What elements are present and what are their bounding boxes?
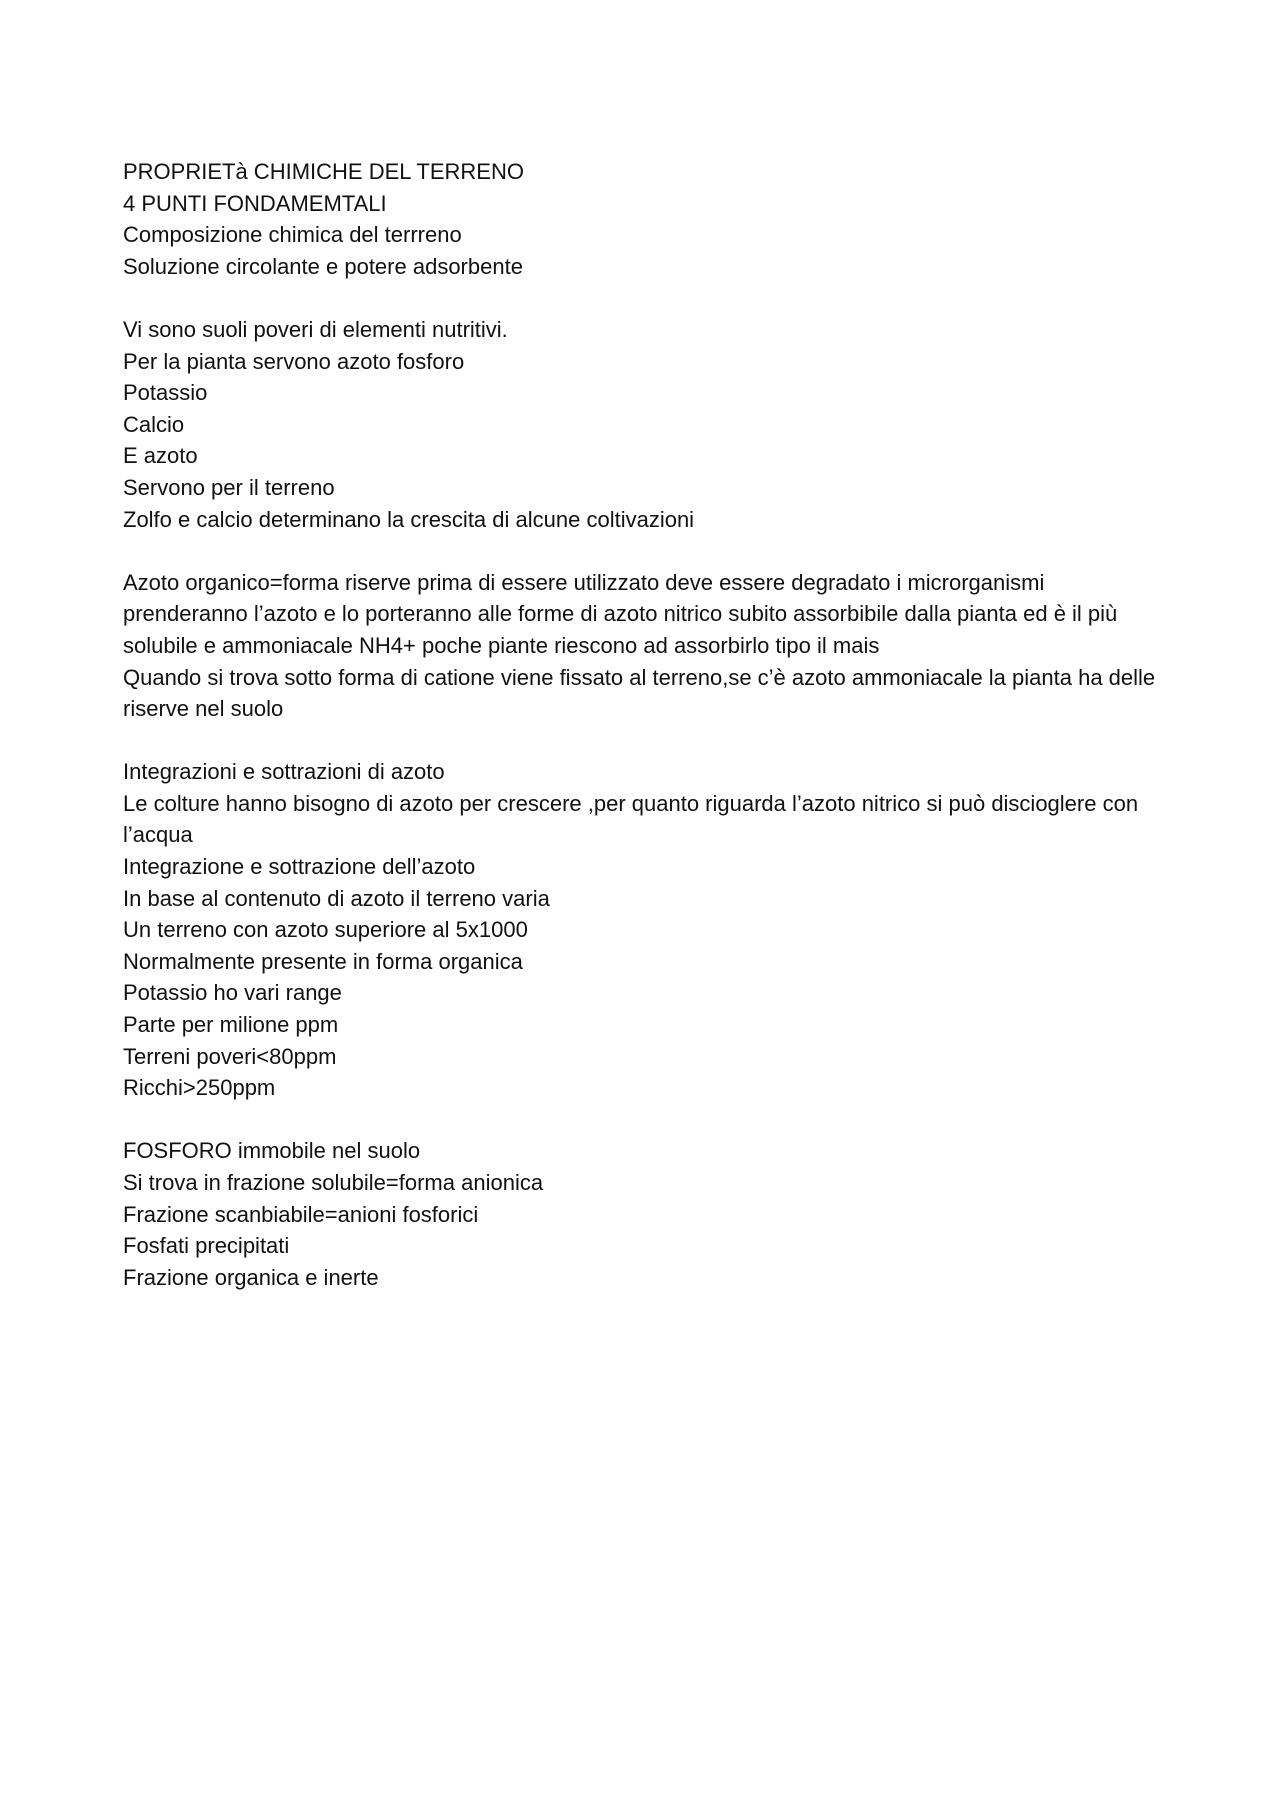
text-line: Frazione scanbiabile=anioni fosforici bbox=[123, 1201, 479, 1227]
text-line: 4 PUNTI FONDAMEMTALI bbox=[123, 190, 387, 216]
text-line: In base al contenuto di azoto il terreno varia bbox=[123, 885, 550, 911]
text-line: Integrazioni e sottrazioni di azoto bbox=[123, 759, 445, 785]
text-line: Vi sono suoli poveri di elementi nutritivi. bbox=[123, 316, 508, 342]
paragraph-organic-nitrogen bbox=[123, 567, 1163, 725]
text-line: Frazione organica e inerte bbox=[123, 1264, 379, 1290]
text-line: Ricchi>250ppm bbox=[123, 1075, 276, 1101]
text-line: Integrazione e sottrazione dell’azoto bbox=[123, 854, 476, 880]
paragraph-nitrogen-integration bbox=[123, 756, 1163, 1104]
paragraph-intro bbox=[123, 156, 1163, 282]
text-line: Terreni poveri<80ppm bbox=[123, 1043, 337, 1069]
text-line: Normalmente presente in forma organica bbox=[123, 948, 523, 974]
text-line: Composizione chimica del terrreno bbox=[123, 222, 462, 248]
paragraph-phosphorus bbox=[123, 1135, 1163, 1293]
text-block: Azoto organico=forma riserve prima di essere utilizzato deve essere degradato i microrganismi prenderanno l’azoto e lo porteranno alle forme di azoto nitrico subito assorbibile dalla pianta ed è il più solubile e ammoniacale NH4+ poche piante riescono ad assorbirlo tipo il mais bbox=[123, 569, 1118, 658]
document-body bbox=[123, 156, 1163, 1293]
text-block: Le colture hanno bisogno di azoto per crescere ,per quanto riguarda l’azoto nitrico si può discioglere con l’acqua bbox=[123, 790, 1139, 848]
paragraph-nutrients bbox=[123, 314, 1163, 535]
text-line: Soluzione circolante e potere adsorbente bbox=[123, 253, 523, 279]
text-line: Si trova in frazione solubile=forma anionica bbox=[123, 1170, 544, 1195]
text-line: Per la pianta servono azoto fosforo bbox=[123, 348, 465, 374]
text-line: Fosfati precipitati bbox=[123, 1233, 290, 1259]
text-line: FOSFORO immobile nel suolo bbox=[123, 1138, 421, 1164]
text-line: Zolfo e calcio determinano la crescita di alcune coltivazioni bbox=[123, 506, 695, 532]
text-line: Calcio bbox=[123, 411, 185, 437]
text-line: Potassio bbox=[123, 380, 208, 406]
document-title: PROPRIETà CHIMICHE DEL TERRENO bbox=[123, 159, 524, 184]
text-block: Quando si trova sotto forma di catione viene fissato al terreno,se c’è azoto ammoniacale la pianta ha delle riserve nel suolo bbox=[123, 664, 1156, 722]
text-line: Servono per il terreno bbox=[123, 474, 335, 500]
text-line: Un terreno con azoto superiore al 5x1000 bbox=[123, 917, 528, 943]
text-line: Parte per milione ppm bbox=[123, 1012, 339, 1038]
text-line: E azoto bbox=[123, 443, 198, 469]
text-line: Potassio ho vari range bbox=[123, 980, 342, 1006]
